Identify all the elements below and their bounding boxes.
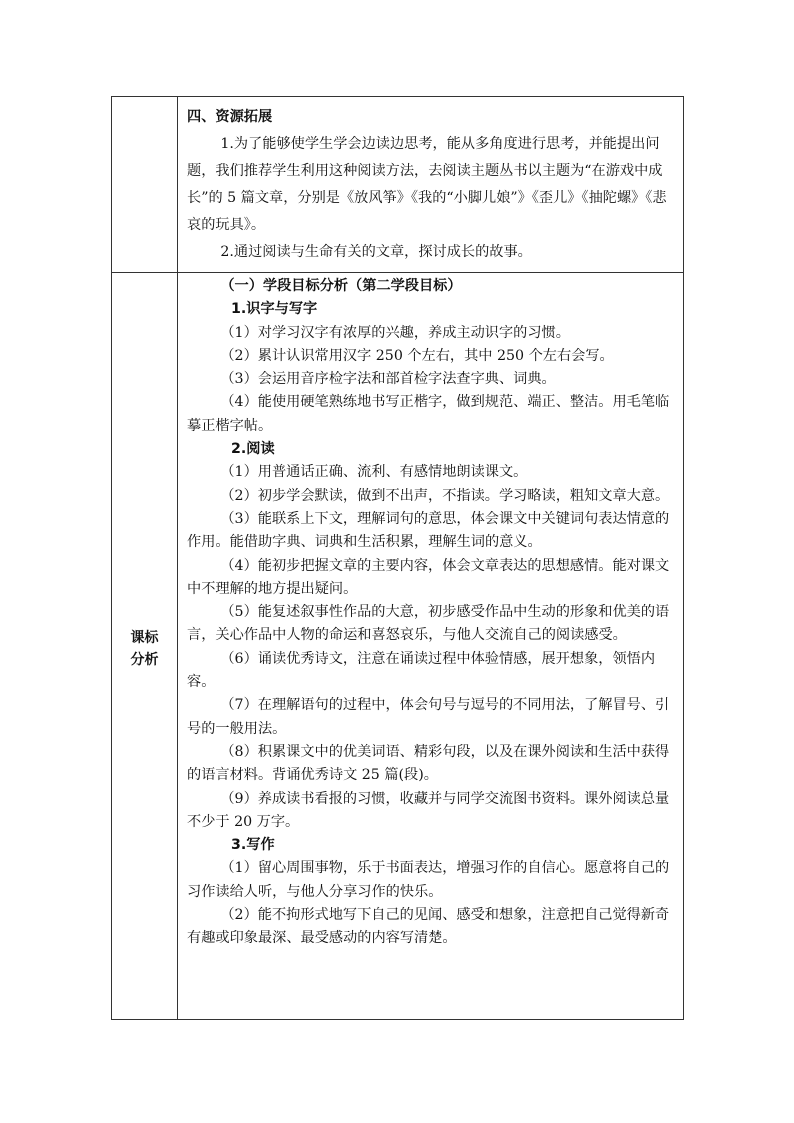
analysis-cell [187, 275, 677, 951]
goal-item: （1）用普通话正确、流利、有感情地朗读课文。 [220, 464, 528, 481]
goal-item: （2）初步学会默读，做到不出声，不指读。学习略读，粗知文章大意。 [220, 487, 670, 504]
row-divider [112, 272, 683, 273]
goal-item: （1）对学习汉字有浓厚的兴趣，养成主动识字的习惯。 [220, 324, 570, 341]
goal-item: （3）能联系上下文，理解词句的意思，体会课文中关键词句表达情意的作用。能借助字典、词典和生活积累，理解生词的意义。 [187, 510, 670, 551]
resources-heading: 四、资源拓展 [187, 109, 273, 125]
resources-item: 1.为了能够使学生学会边读边思考，能从多角度进行思考，并能提出问题，我们推荐学生利用这种阅读方法，去阅读主题丛书以主题为“在游戏中成长”的 5 篇文章，分别是《放风筝》《我的“小脚儿娘”》《歪儿》《抽陀螺》《悲哀的玩具》。 [187, 136, 667, 233]
resources-item: 2.通过阅读与生命有关的文章，探讨成长的故事。 [220, 244, 532, 260]
section-title-reading: 2.阅读 [231, 441, 275, 458]
analysis-heading: （一）学段目标分析（第二学段目标） [220, 278, 462, 294]
goal-item: （4）能初步把握文章的主要内容，体会文章表达的思想感情。能对课文中不理解的地方提出疑问。 [187, 557, 670, 597]
goal-item: （9）养成读书看报的习惯，收藏并与同学交流图书资料。课外阅读总量不少于 20 万字。 [187, 790, 670, 830]
section-title-writing: 3.写作 [231, 837, 275, 854]
goal-item: （7）在理解语句的过程中，体会句号与逗号的不同用法，了解冒号、引号的一般用法。 [187, 697, 670, 737]
goal-item: （2）累计认识常用汉字 250 个左右，其中 250 个左右会写。 [220, 347, 614, 364]
goal-item: （5）能复述叙事性作品的大意，初步感受作品中生动的形象和优美的语言，关心作品中人物的命运和喜怒哀乐，与他人交流自己的阅读感受。 [187, 604, 670, 644]
column-divider [177, 97, 178, 1019]
goal-item: （3）会运用音序检字法和部首检字法查字典、词典。 [220, 371, 556, 388]
row-label [112, 627, 177, 671]
resources-cell [187, 104, 677, 266]
goal-item: （2）能不拘形式地写下自己的见闻、感受和想象，注意把自己觉得新奇有趣或印象最深、最受感动的内容写清楚。 [187, 907, 670, 947]
document-table [111, 96, 684, 1020]
goal-item: （4）能使用硬笔熟练地书写正楷字，做到规范、端正、整洁。用毛笔临摹正楷字帖。 [187, 394, 670, 434]
goal-item: （1）留心周围事物，乐于书面表达，增强习作的自信心。愿意将自己的习作读给人听，与他人分享习作的快乐。 [187, 860, 670, 900]
goal-item: （6）诵读优秀诗文，注意在诵读过程中体验情感，展开想象，领悟内容。 [187, 650, 656, 691]
goal-item: （8）积累课文中的优美词语、精彩句段，以及在课外阅读和生活中获得的语言材料。背诵优秀诗文 25 篇(段)。 [187, 743, 670, 784]
row-label-line-2: 分析 [130, 652, 159, 668]
row-label-line-1: 课标 [130, 630, 159, 646]
section-title-literacy: 1.识字与写字 [231, 301, 318, 318]
